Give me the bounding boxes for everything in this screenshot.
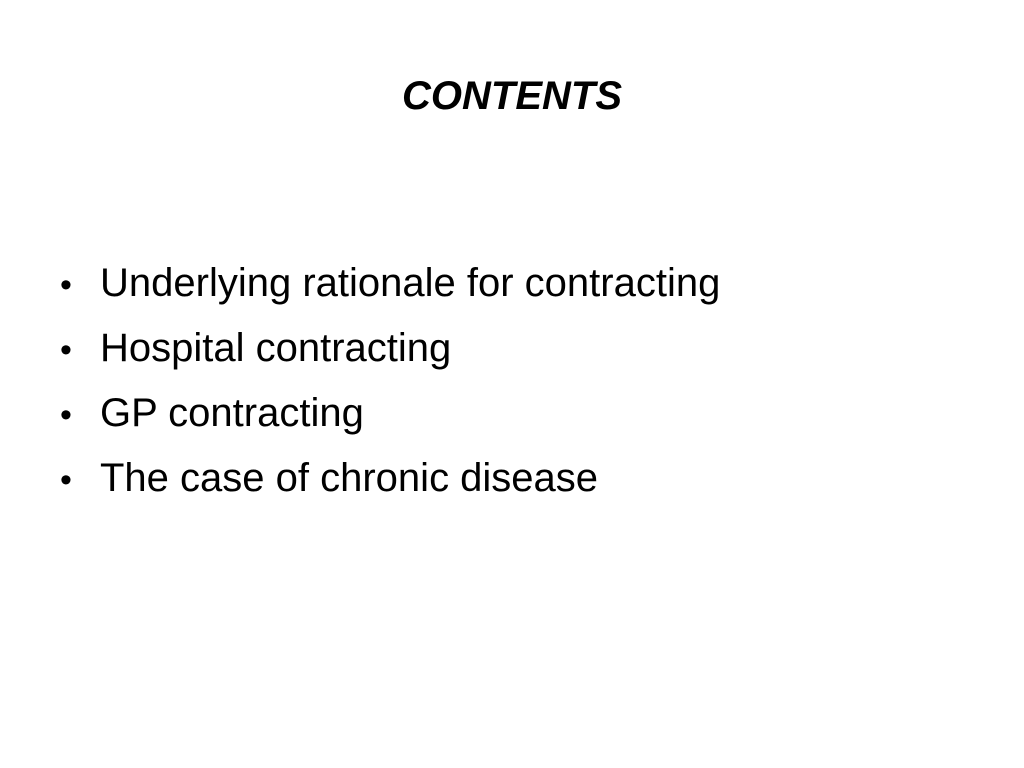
- contents-list: [56, 252, 720, 512]
- bullet-icon: •: [60, 266, 72, 304]
- list-item-label: Underlying rationale for contracting: [100, 261, 721, 305]
- slide-title: CONTENTS: [402, 74, 622, 118]
- list-item: [56, 447, 720, 512]
- bullet-icon: •: [60, 461, 72, 499]
- list-item: [56, 252, 720, 317]
- list-item: [56, 382, 720, 447]
- list-item-label: GP contracting: [100, 391, 364, 435]
- list-item: [56, 317, 720, 382]
- bullet-icon: •: [60, 396, 72, 434]
- bullet-icon: •: [60, 331, 72, 369]
- list-item-label: Hospital contracting: [100, 326, 452, 370]
- list-item-label: The case of chronic disease: [100, 456, 599, 500]
